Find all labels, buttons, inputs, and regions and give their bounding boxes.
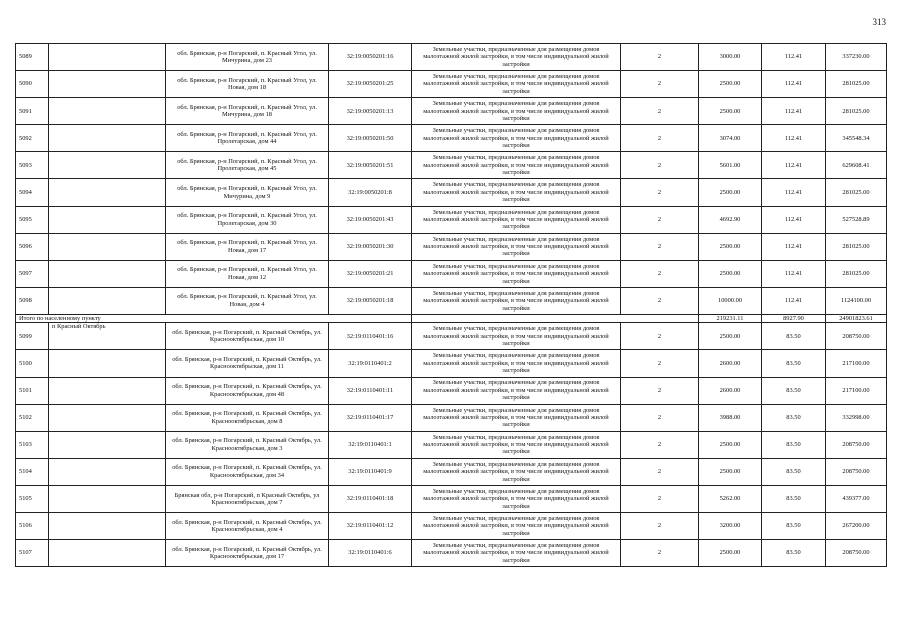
locality-cell xyxy=(49,377,166,404)
table-row xyxy=(16,179,887,206)
area-cell: 3074.00 xyxy=(699,125,762,152)
register-body xyxy=(16,44,887,567)
cadastral-number-cell: 32:19:0110401:2 xyxy=(329,350,412,377)
area-cell: 5262.00 xyxy=(699,485,762,512)
locality-cell xyxy=(49,513,166,540)
cadastral-value-cell: 439377.00 xyxy=(826,485,887,512)
row-number-cell: 5104 xyxy=(16,458,49,485)
cadastral-number-cell: 32:19:0050201:18 xyxy=(329,287,412,314)
area-cell: 2500.00 xyxy=(699,98,762,125)
locality-cell: п Красный Октябрь xyxy=(49,323,166,350)
locality-cell xyxy=(49,233,166,260)
row-number-cell: 5099 xyxy=(16,323,49,350)
total-rate-cell: 8927.90 xyxy=(762,314,826,322)
rate-cell: 112.41 xyxy=(762,179,826,206)
group-cell: 2 xyxy=(621,179,699,206)
cadastral-value-cell: 267200.00 xyxy=(826,513,887,540)
row-number-cell: 5098 xyxy=(16,287,49,314)
group-cell: 2 xyxy=(621,404,699,431)
table-row xyxy=(16,260,887,287)
row-number-cell: 5103 xyxy=(16,431,49,458)
cadastral-value-cell: 337230.00 xyxy=(826,44,887,71)
locality-cell xyxy=(49,125,166,152)
cadastral-number-cell: 32:19:0050201:30 xyxy=(329,233,412,260)
address-cell: обл. Брянская, р-н Погарский, п. Красный Угол, ул. Пролетарская, дом 30 xyxy=(166,206,329,233)
row-number-cell: 5093 xyxy=(16,152,49,179)
table-row xyxy=(16,287,887,314)
locality-cell xyxy=(49,485,166,512)
group-cell: 2 xyxy=(621,458,699,485)
land-use-cell: Земельные участки, предназначенные для размещения домов малоэтажной жилой застройки, в том числе индивидуальной жилой застройки xyxy=(412,513,621,540)
rate-cell: 112.41 xyxy=(762,98,826,125)
area-cell: 2500.00 xyxy=(699,260,762,287)
cadastral-value-cell: 629608.41 xyxy=(826,152,887,179)
table-row xyxy=(16,125,887,152)
cadastral-number-cell: 32:19:0050201:21 xyxy=(329,260,412,287)
area-cell: 3200.00 xyxy=(699,513,762,540)
cadastral-value-cell: 281025.00 xyxy=(826,71,887,98)
table-row xyxy=(16,404,887,431)
group-cell: 2 xyxy=(621,125,699,152)
rate-cell: 83.50 xyxy=(762,485,826,512)
locality-cell xyxy=(49,179,166,206)
rate-cell: 83.50 xyxy=(762,404,826,431)
cadastral-number-cell: 32:19:0110401:16 xyxy=(329,323,412,350)
area-cell: 2500.00 xyxy=(699,179,762,206)
table-row xyxy=(16,98,887,125)
page-number: 313 xyxy=(872,17,886,27)
area-cell: 2600.00 xyxy=(699,377,762,404)
rate-cell: 83.50 xyxy=(762,323,826,350)
address-cell: обл. Брянская, р-н Погарский, п. Красный Угол, ул. Новая, дом 18 xyxy=(166,71,329,98)
address-cell: обл. Брянская, р-н Погарский, п. Красный Октябрь, ул. Краснооктябрьская, дом 10 xyxy=(166,323,329,350)
locality-cell xyxy=(49,350,166,377)
group-cell: 2 xyxy=(621,513,699,540)
rate-cell: 83.50 xyxy=(762,458,826,485)
table-row xyxy=(16,233,887,260)
row-number-cell: 5100 xyxy=(16,350,49,377)
group-cell: 2 xyxy=(621,431,699,458)
group-cell: 2 xyxy=(621,287,699,314)
rate-cell: 112.41 xyxy=(762,206,826,233)
cadastral-value-cell: 281025.00 xyxy=(826,98,887,125)
rate-cell: 112.41 xyxy=(762,44,826,71)
rate-cell: 112.41 xyxy=(762,125,826,152)
group-cell: 2 xyxy=(621,71,699,98)
cadastral-value-cell: 208750.00 xyxy=(826,323,887,350)
locality-cell xyxy=(49,98,166,125)
address-cell: обл. Брянская, р-н Погарский, п. Красный Угол, ул. Мичурина, дом 23 xyxy=(166,44,329,71)
group-cell: 2 xyxy=(621,44,699,71)
locality-cell xyxy=(49,206,166,233)
rate-cell: 83.50 xyxy=(762,540,826,567)
address-cell: обл. Брянская, р-н Погарский, п. Красный Октябрь, ул. Краснооктябрьская, дом 17 xyxy=(166,540,329,567)
address-cell: Брянская обл, р-н Погарский, п Красный Октябрь, ул Краснооктябрьская, дом 7 xyxy=(166,485,329,512)
table-row xyxy=(16,431,887,458)
row-number-cell: 5107 xyxy=(16,540,49,567)
rate-cell: 112.41 xyxy=(762,260,826,287)
cadastral-value-cell: 208750.00 xyxy=(826,431,887,458)
table-row xyxy=(16,44,887,71)
cadastral-number-cell: 32:19:0110401:18 xyxy=(329,485,412,512)
area-cell: 2500.00 xyxy=(699,71,762,98)
area-cell: 2500.00 xyxy=(699,431,762,458)
cadastral-value-cell: 332998.00 xyxy=(826,404,887,431)
land-use-cell: Земельные участки, предназначенные для размещения домов малоэтажной жилой застройки, в том числе индивидуальной жилой застройки xyxy=(412,125,621,152)
row-number-cell: 5102 xyxy=(16,404,49,431)
land-use-cell: Земельные участки, предназначенные для размещения домов малоэтажной жилой застройки, в том числе индивидуальной жилой застройки xyxy=(412,431,621,458)
address-cell: обл. Брянская, р-н Погарский, п. Красный Октябрь, ул. Краснооктябрьская, дом 11 xyxy=(166,350,329,377)
land-use-cell: Земельные участки, предназначенные для размещения домов малоэтажной жилой застройки, в том числе индивидуальной жилой застройки xyxy=(412,287,621,314)
area-cell: 2500.00 xyxy=(699,540,762,567)
group-cell: 2 xyxy=(621,98,699,125)
rate-cell: 112.41 xyxy=(762,287,826,314)
land-use-cell: Земельные участки, предназначенные для размещения домов малоэтажной жилой застройки, в том числе индивидуальной жилой застройки xyxy=(412,98,621,125)
cadastral-number-cell: 32:19:0050201:16 xyxy=(329,44,412,71)
locality-cell xyxy=(49,458,166,485)
row-number-cell: 5089 xyxy=(16,44,49,71)
land-use-cell: Земельные участки, предназначенные для размещения домов малоэтажной жилой застройки, в том числе индивидуальной жилой застройки xyxy=(412,540,621,567)
row-number-cell: 5097 xyxy=(16,260,49,287)
cadastral-number-cell: 32:19:0050201:25 xyxy=(329,71,412,98)
address-cell: обл. Брянская, р-н Погарский, п. Красный Угол, ул. Новая, дом 4 xyxy=(166,287,329,314)
land-use-cell: Земельные участки, предназначенные для размещения домов малоэтажной жилой застройки, в том числе индивидуальной жилой застройки xyxy=(412,377,621,404)
rate-cell: 83.50 xyxy=(762,513,826,540)
group-cell: 2 xyxy=(621,233,699,260)
cadastral-value-cell: 217100.00 xyxy=(826,377,887,404)
cadastral-number-cell: 32:19:0050201:8 xyxy=(329,179,412,206)
table-row xyxy=(16,513,887,540)
cadastral-number-cell: 32:19:0050201:13 xyxy=(329,98,412,125)
row-number-cell: 5092 xyxy=(16,125,49,152)
table-row xyxy=(16,206,887,233)
group-cell: 2 xyxy=(621,540,699,567)
cadastral-number-cell: 32:19:0110401:11 xyxy=(329,377,412,404)
land-use-cell: Земельные участки, предназначенные для размещения домов малоэтажной жилой застройки, в том числе индивидуальной жилой застройки xyxy=(412,152,621,179)
total-spacer-cell xyxy=(412,314,699,322)
land-use-cell: Земельные участки, предназначенные для размещения домов малоэтажной жилой застройки, в том числе индивидуальной жилой застройки xyxy=(412,44,621,71)
address-cell: обл. Брянская, р-н Погарский, п. Красный Угол, ул. Мичурина, дом 18 xyxy=(166,98,329,125)
land-use-cell: Земельные участки, предназначенные для размещения домов малоэтажной жилой застройки, в том числе индивидуальной жилой застройки xyxy=(412,179,621,206)
table-row xyxy=(16,71,887,98)
address-cell: обл. Брянская, р-н Погарский, п. Красный Октябрь, ул. Краснооктябрьская, дом 34 xyxy=(166,458,329,485)
cadastral-value-cell: 527528.89 xyxy=(826,206,887,233)
row-number-cell: 5095 xyxy=(16,206,49,233)
cadastral-value-cell: 345548.34 xyxy=(826,125,887,152)
group-cell: 2 xyxy=(621,206,699,233)
address-cell: обл. Брянская, р-н Погарский, п. Красный Октябрь, ул. Краснооктябрьская, дом 8 xyxy=(166,404,329,431)
group-cell: 2 xyxy=(621,323,699,350)
address-cell: обл. Брянская, р-н Погарский, п. Красный Октябрь, ул. Краснооктябрьская, дом 3 xyxy=(166,431,329,458)
locality-cell xyxy=(49,287,166,314)
locality-total-row xyxy=(16,314,887,322)
area-cell: 2500.00 xyxy=(699,233,762,260)
table-row xyxy=(16,350,887,377)
area-cell: 3000.00 xyxy=(699,44,762,71)
cadastral-value-cell: 217100.00 xyxy=(826,350,887,377)
table-row xyxy=(16,152,887,179)
address-cell: обл. Брянская, р-н Погарский, п. Красный Угол, ул. Пролетарская, дом 44 xyxy=(166,125,329,152)
locality-cell xyxy=(49,44,166,71)
rate-cell: 83.50 xyxy=(762,350,826,377)
cadastral-value-cell: 208750.00 xyxy=(826,540,887,567)
cadastral-value-cell: 281025.00 xyxy=(826,260,887,287)
cadastral-number-cell: 32:19:0050201:50 xyxy=(329,125,412,152)
area-cell: 5601.00 xyxy=(699,152,762,179)
address-cell: обл. Брянская, р-н Погарский, п. Красный Угол, ул. Мичурина, дом 9 xyxy=(166,179,329,206)
rate-cell: 83.50 xyxy=(762,377,826,404)
row-number-cell: 5106 xyxy=(16,513,49,540)
cadastral-number-cell: 32:19:0050201:43 xyxy=(329,206,412,233)
row-number-cell: 5101 xyxy=(16,377,49,404)
cadastral-number-cell: 32:19:0110401:12 xyxy=(329,513,412,540)
land-use-cell: Земельные участки, предназначенные для размещения домов малоэтажной жилой застройки, в том числе индивидуальной жилой застройки xyxy=(412,485,621,512)
cadastral-value-cell: 281025.00 xyxy=(826,233,887,260)
locality-cell xyxy=(49,260,166,287)
address-cell: обл. Брянская, р-н Погарский, п. Красный Октябрь, ул. Краснооктябрьская, дом 48 xyxy=(166,377,329,404)
land-use-cell: Земельные участки, предназначенные для размещения домов малоэтажной жилой застройки, в том числе индивидуальной жилой застройки xyxy=(412,458,621,485)
cadastral-number-cell: 32:19:0110401:9 xyxy=(329,458,412,485)
address-cell: обл. Брянская, р-н Погарский, п. Красный Угол, ул. Новая, дом 17 xyxy=(166,233,329,260)
cadastral-number-cell: 32:19:0110401:1 xyxy=(329,431,412,458)
cadastral-value-cell: 281025.00 xyxy=(826,179,887,206)
area-cell: 4692.90 xyxy=(699,206,762,233)
total-value-cell: 24901823.61 xyxy=(826,314,887,322)
row-number-cell: 5105 xyxy=(16,485,49,512)
row-number-cell: 5094 xyxy=(16,179,49,206)
land-use-cell: Земельные участки, предназначенные для размещения домов малоэтажной жилой застройки, в том числе индивидуальной жилой застройки xyxy=(412,260,621,287)
address-cell: обл. Брянская, р-н Погарский, п. Красный Угол, ул. Новая, дом 12 xyxy=(166,260,329,287)
table-row xyxy=(16,485,887,512)
land-register-table xyxy=(15,43,887,567)
locality-cell xyxy=(49,540,166,567)
rate-cell: 83.50 xyxy=(762,431,826,458)
cadastral-value-cell: 1124100.00 xyxy=(826,287,887,314)
group-cell: 2 xyxy=(621,485,699,512)
row-number-cell: 5091 xyxy=(16,98,49,125)
land-use-cell: Земельные участки, предназначенные для размещения домов малоэтажной жилой застройки, в том числе индивидуальной жилой застройки xyxy=(412,323,621,350)
land-use-cell: Земельные участки, предназначенные для размещения домов малоэтажной жилой застройки, в том числе индивидуальной жилой застройки xyxy=(412,206,621,233)
address-cell: обл. Брянская, р-н Погарский, п. Красный Угол, ул. Пролетарская, дом 45 xyxy=(166,152,329,179)
address-cell: обл. Брянская, р-н Погарский, п. Красный Октябрь, ул. Краснооктябрьская, дом 4 xyxy=(166,513,329,540)
area-cell: 2600.00 xyxy=(699,350,762,377)
land-use-cell: Земельные участки, предназначенные для размещения домов малоэтажной жилой застройки, в том числе индивидуальной жилой застройки xyxy=(412,350,621,377)
cadastral-number-cell: 32:19:0050201:51 xyxy=(329,152,412,179)
table-row xyxy=(16,458,887,485)
group-cell: 2 xyxy=(621,377,699,404)
area-cell: 2500.00 xyxy=(699,323,762,350)
rate-cell: 112.41 xyxy=(762,152,826,179)
locality-cell xyxy=(49,71,166,98)
cadastral-value-cell: 208750.00 xyxy=(826,458,887,485)
area-cell: 3988.00 xyxy=(699,404,762,431)
cadastral-number-cell: 32:19:0110401:17 xyxy=(329,404,412,431)
locality-cell xyxy=(49,431,166,458)
table-row xyxy=(16,377,887,404)
row-number-cell: 5090 xyxy=(16,71,49,98)
area-cell: 10000.00 xyxy=(699,287,762,314)
group-cell: 2 xyxy=(621,260,699,287)
row-number-cell: 5096 xyxy=(16,233,49,260)
land-use-cell: Земельные участки, предназначенные для размещения домов малоэтажной жилой застройки, в том числе индивидуальной жилой застройки xyxy=(412,71,621,98)
cadastral-number-cell: 32:19:0110401:6 xyxy=(329,540,412,567)
table-row xyxy=(16,540,887,567)
total-area-cell: 219231.11 xyxy=(699,314,762,322)
land-use-cell: Земельные участки, предназначенные для размещения домов малоэтажной жилой застройки, в том числе индивидуальной жилой застройки xyxy=(412,404,621,431)
rate-cell: 112.41 xyxy=(762,233,826,260)
table-row xyxy=(16,323,887,350)
total-label: Итого по населенному пункту xyxy=(16,314,412,322)
rate-cell: 112.41 xyxy=(762,71,826,98)
land-use-cell: Земельные участки, предназначенные для размещения домов малоэтажной жилой застройки, в том числе индивидуальной жилой застройки xyxy=(412,233,621,260)
area-cell: 2500.00 xyxy=(699,458,762,485)
locality-cell xyxy=(49,404,166,431)
group-cell: 2 xyxy=(621,152,699,179)
group-cell: 2 xyxy=(621,350,699,377)
locality-cell xyxy=(49,152,166,179)
